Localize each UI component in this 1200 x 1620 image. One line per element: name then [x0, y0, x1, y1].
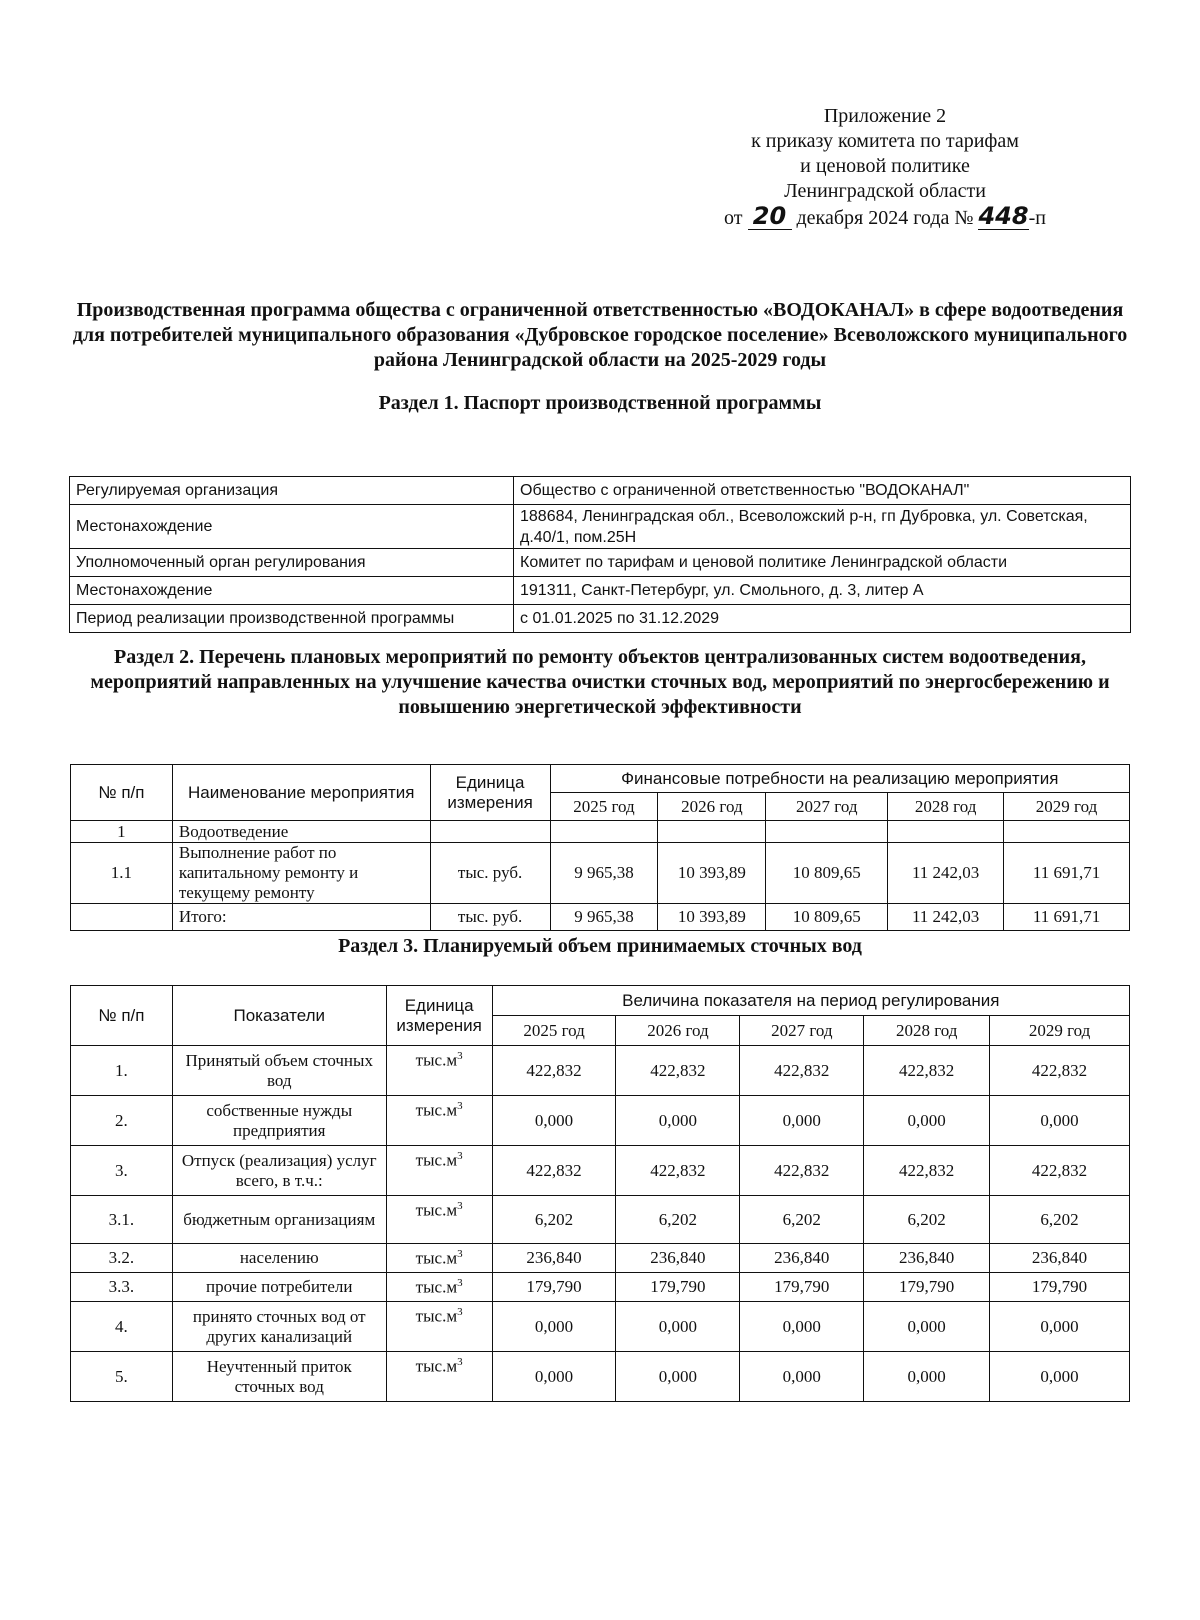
row-name: собственные нужды предприятия — [172, 1096, 386, 1146]
passport-table — [69, 476, 1131, 633]
row-unit: тыс. руб. — [430, 904, 550, 931]
row-name: принято сточных вод от других канализаций — [172, 1302, 386, 1352]
row-value: 179,790 — [492, 1273, 616, 1302]
row-value: 236,840 — [740, 1244, 864, 1273]
row-num: 3.2. — [71, 1244, 173, 1273]
unit-superscript: 3 — [457, 1306, 463, 1318]
section1-title: Раздел 1. Паспорт производственной программы — [378, 392, 822, 414]
row-value: 0,000 — [864, 1302, 990, 1352]
row-num: 3.3. — [71, 1273, 173, 1302]
table-row — [70, 505, 1131, 549]
row-value: 422,832 — [864, 1146, 990, 1196]
row-num: 3. — [71, 1146, 173, 1196]
row-num: 4. — [71, 1302, 173, 1352]
row-num: 1.1 — [71, 843, 173, 904]
row-unit: тыс. руб. — [430, 843, 550, 904]
header-name: Наименование мероприятия — [172, 765, 430, 821]
row-value: 179,790 — [740, 1273, 864, 1302]
date-prefix: от — [724, 207, 743, 229]
passport-label: Местонахождение — [70, 577, 514, 605]
row-num: 5. — [71, 1352, 173, 1402]
row-value: 0,000 — [740, 1352, 864, 1402]
row-name: Итого: — [172, 904, 430, 931]
row-value: 422,832 — [616, 1146, 740, 1196]
row-num: 2. — [71, 1096, 173, 1146]
row-value: 236,840 — [492, 1244, 616, 1273]
row-value: 0,000 — [864, 1352, 990, 1402]
section2-title: Раздел 2. Перечень плановых мероприятий по ремонту объектов централизованных систем водоотведения, мероприятий направленных на улучшение качества очистки сточных вод, мероприятий по энергосбережению и повышению энергетической эффективности — [90, 646, 1110, 718]
row-value: 0,000 — [740, 1096, 864, 1146]
order-number: 448 — [978, 202, 1029, 230]
unit-superscript: 3 — [457, 1200, 463, 1212]
unit-superscript: 3 — [457, 1100, 463, 1112]
row-value: 11 691,71 — [1004, 904, 1130, 931]
row-value: 422,832 — [990, 1046, 1130, 1096]
row-value: 6,202 — [740, 1196, 864, 1244]
header-group: Величина показателя на период регулирования — [492, 986, 1129, 1016]
row-unit — [386, 1196, 492, 1244]
row-name: Выполнение работ по капитальному ремонту и текущему ремонту — [172, 843, 430, 904]
row-name: Принятый объем сточных вод — [172, 1046, 386, 1096]
table-row — [71, 843, 1130, 904]
row-value — [766, 821, 888, 843]
passport-label: Местонахождение — [70, 505, 514, 549]
header-year: 2028 год — [864, 1016, 990, 1046]
passport-label: Уполномоченный орган регулирования — [70, 549, 514, 577]
row-value: 422,832 — [616, 1046, 740, 1096]
row-value: 0,000 — [990, 1096, 1130, 1146]
unit-superscript: 3 — [457, 1050, 463, 1062]
table-row — [71, 1352, 1130, 1402]
row-value: 9 965,38 — [550, 904, 658, 931]
passport-label: Регулируемая организация — [70, 477, 514, 505]
row-value: 179,790 — [864, 1273, 990, 1302]
row-value: 6,202 — [492, 1196, 616, 1244]
order-date-line — [680, 204, 1090, 231]
row-name: Неучтенный приток сточных вод — [172, 1352, 386, 1402]
row-name: Водоотведение — [172, 821, 430, 843]
row-value: 11 242,03 — [888, 843, 1004, 904]
table-row — [71, 1146, 1130, 1196]
unit-text: тыс.м — [415, 1248, 458, 1268]
table-row — [71, 1244, 1130, 1273]
row-num: 1 — [71, 821, 173, 843]
appendix-line: к приказу комитета по тарифам — [751, 130, 1019, 152]
document-title: Производственная программа общества с ограниченной ответственностью «ВОДОКАНАЛ» в сфере водоотведения для потребителей муниципального образования «Дубровское городское поселение» Всеволожского муниципального района Ленинградской области на 2025-2029 годы — [72, 299, 1128, 371]
order-day: 20 — [748, 204, 792, 230]
row-unit — [430, 821, 550, 843]
row-unit — [386, 1244, 492, 1273]
unit-text: тыс.м — [415, 1150, 458, 1170]
measures-table — [70, 764, 1130, 931]
appendix-block — [680, 104, 1090, 231]
row-value: 11 691,71 — [1004, 843, 1130, 904]
row-value: 0,000 — [740, 1302, 864, 1352]
passport-value: Комитет по тарифам и ценовой политике Ленинградской области — [514, 549, 1131, 577]
unit-text: тыс.м — [415, 1356, 458, 1376]
header-year: 2027 год — [740, 1016, 864, 1046]
row-value: 0,000 — [616, 1096, 740, 1146]
header-year: 2026 год — [658, 793, 766, 821]
row-value: 10 809,65 — [766, 843, 888, 904]
row-value: 0,000 — [864, 1096, 990, 1146]
row-num — [71, 904, 173, 931]
header-year: 2027 год — [766, 793, 888, 821]
row-value: 6,202 — [616, 1196, 740, 1244]
table-row — [71, 821, 1130, 843]
row-value: 9 965,38 — [550, 843, 658, 904]
row-name: Отпуск (реализация) услуг всего, в т.ч.: — [172, 1146, 386, 1196]
row-value: 0,000 — [492, 1352, 616, 1402]
row-value: 422,832 — [740, 1046, 864, 1096]
unit-text: тыс.м — [415, 1050, 458, 1070]
row-value: 422,832 — [864, 1046, 990, 1096]
table-row — [70, 477, 1131, 505]
row-unit — [386, 1352, 492, 1402]
row-value: 10 393,89 — [658, 843, 766, 904]
table-row — [70, 605, 1131, 633]
row-name: бюджетным организациям — [172, 1196, 386, 1244]
header-year: 2029 год — [1004, 793, 1130, 821]
passport-label: Период реализации производственной программы — [70, 605, 514, 633]
passport-value: 191311, Санкт-Петербург, ул. Смольного, д. 3, литер А — [514, 577, 1131, 605]
row-value: 422,832 — [492, 1146, 616, 1196]
header-unit: Единица измерения — [386, 986, 492, 1046]
table-row — [70, 577, 1131, 605]
table-row — [71, 1046, 1130, 1096]
unit-superscript: 3 — [457, 1150, 463, 1162]
row-unit — [386, 1096, 492, 1146]
row-name: населению — [172, 1244, 386, 1273]
header-year: 2025 год — [550, 793, 658, 821]
row-num: 1. — [71, 1046, 173, 1096]
row-value: 236,840 — [990, 1244, 1130, 1273]
row-name: прочие потребители — [172, 1273, 386, 1302]
table-row — [71, 1096, 1130, 1146]
unit-text: тыс.м — [415, 1306, 458, 1326]
row-value: 236,840 — [616, 1244, 740, 1273]
row-value — [658, 821, 766, 843]
order-suffix: -п — [1028, 207, 1046, 229]
row-value: 0,000 — [616, 1302, 740, 1352]
appendix-line: Ленинградской области — [784, 180, 986, 202]
header-group: Финансовые потребности на реализацию мероприятия — [550, 765, 1129, 793]
passport-value: 188684, Ленинградская обл., Всеволожский р-н, гп Дубровка, ул. Советская, д.40/1, пом.25Н — [514, 505, 1131, 549]
date-middle: декабря 2024 года № — [796, 207, 974, 229]
row-value — [550, 821, 658, 843]
table-row — [71, 1302, 1130, 1352]
unit-superscript: 3 — [457, 1356, 463, 1368]
section3-title: Раздел 3. Планируемый объем принимаемых сточных вод — [338, 935, 862, 957]
unit-text: тыс.м — [415, 1277, 458, 1297]
row-value: 6,202 — [864, 1196, 990, 1244]
row-num: 3.1. — [71, 1196, 173, 1244]
header-num: № п/п — [71, 986, 173, 1046]
row-value: 0,000 — [990, 1352, 1130, 1402]
row-value: 10 393,89 — [658, 904, 766, 931]
header-num: № п/п — [71, 765, 173, 821]
unit-superscript: 3 — [457, 1277, 463, 1289]
header-name: Показатели — [172, 986, 386, 1046]
row-unit — [386, 1146, 492, 1196]
row-value: 11 242,03 — [888, 904, 1004, 931]
header-year: 2028 год — [888, 793, 1004, 821]
header-unit: Единица измерения — [430, 765, 550, 821]
header-year: 2026 год — [616, 1016, 740, 1046]
row-value: 0,000 — [492, 1096, 616, 1146]
header-year: 2025 год — [492, 1016, 616, 1046]
row-value: 0,000 — [492, 1302, 616, 1352]
unit-superscript: 3 — [457, 1248, 463, 1260]
row-value: 236,840 — [864, 1244, 990, 1273]
passport-value: Общество с ограниченной ответственностью "ВОДОКАНАЛ" — [514, 477, 1131, 505]
table-row — [71, 904, 1130, 931]
table-row — [71, 1273, 1130, 1302]
row-value — [1004, 821, 1130, 843]
row-value: 422,832 — [740, 1146, 864, 1196]
row-unit — [386, 1046, 492, 1096]
row-unit — [386, 1273, 492, 1302]
row-value: 0,000 — [990, 1302, 1130, 1352]
header-year: 2029 год — [990, 1016, 1130, 1046]
volumes-table — [70, 985, 1130, 1402]
row-value: 179,790 — [616, 1273, 740, 1302]
row-value: 422,832 — [990, 1146, 1130, 1196]
table-row — [71, 1196, 1130, 1244]
row-value: 422,832 — [492, 1046, 616, 1096]
table-row — [70, 549, 1131, 577]
row-unit — [386, 1302, 492, 1352]
row-value — [888, 821, 1004, 843]
unit-text: тыс.м — [415, 1100, 458, 1120]
row-value: 0,000 — [616, 1352, 740, 1402]
passport-value: с 01.01.2025 по 31.12.2029 — [514, 605, 1131, 633]
appendix-line: Приложение 2 — [823, 105, 947, 127]
appendix-line: и ценовой политике — [800, 155, 970, 177]
row-value: 6,202 — [990, 1196, 1130, 1244]
unit-text: тыс.м — [415, 1200, 458, 1220]
row-value: 10 809,65 — [766, 904, 888, 931]
row-value: 179,790 — [990, 1273, 1130, 1302]
